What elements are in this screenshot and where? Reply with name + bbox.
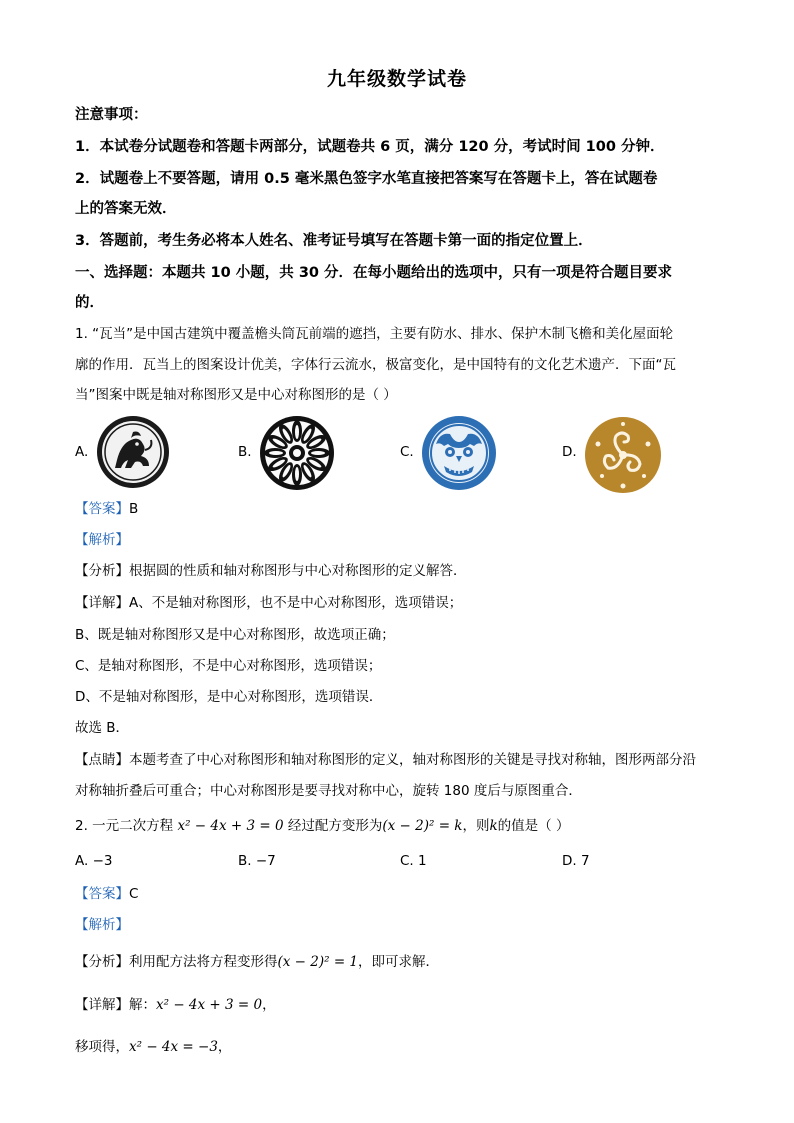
q2-stem — [75, 816, 725, 836]
q2-stem-text: ，则 — [462, 818, 490, 834]
q1-xiangjie-b: B、既是轴对称图形又是中心对称图形，故选项正确； — [75, 627, 395, 643]
xiangjie-tag: 【详解】 — [75, 997, 129, 1013]
tile-a-beast-icon — [95, 414, 171, 490]
fenxi-text: ，即可求解． — [358, 954, 440, 970]
tile-b-flower-icon — [258, 414, 336, 492]
q1-option-a[interactable] — [75, 414, 195, 494]
step-text: ， — [217, 1039, 232, 1055]
xiangjie-text: 解： — [129, 997, 156, 1013]
option-letter: A. — [75, 444, 89, 460]
note-1: 1．本试卷分试题卷和答题卡两部分，试题卷共 6 页，满分 120 分，考试时间 100 分钟． — [75, 139, 665, 155]
q2-option-d[interactable]: D. 7 — [562, 853, 590, 869]
q1-option-b[interactable] — [238, 414, 358, 494]
fenxi-text: 根据圆的性质和轴对称图形与中心对称图形的定义解答． — [129, 563, 467, 579]
q1-xiangjie-c: C、是轴对称图形，不是中心对称图形，选项错误； — [75, 658, 382, 674]
fenxi-tag: 【分析】 — [75, 954, 129, 970]
q1-analysis-tag: 【解析】 — [75, 532, 129, 548]
tile-c-mask-icon — [420, 414, 498, 492]
q2-analysis-tag: 【解析】 — [75, 917, 129, 933]
answer-tag: 【答案】 — [75, 501, 129, 517]
q2-answer — [75, 884, 725, 904]
q2-stem-text: 2. 一元二次方程 — [75, 818, 174, 834]
step-equation: x² − 4x = −3 — [129, 1039, 218, 1055]
xiangjie-equation: x² − 4x + 3 = 0 — [156, 997, 263, 1013]
q1-dianjing — [75, 750, 725, 770]
q1-dianjing-cont: 对称轴折叠后可重合；中心对称图形是要寻找对称中心，旋转 180 度后与原图重合． — [75, 783, 582, 799]
step-text: 移项得， — [75, 1039, 129, 1055]
q1-option-c[interactable] — [400, 414, 520, 494]
xiangjie-tag: 【详解】 — [75, 595, 129, 611]
option-letter: B. — [238, 444, 252, 460]
tile-d-cloud-icon — [582, 414, 664, 496]
q1-option-d[interactable] — [562, 414, 682, 494]
q2-xiangjie — [75, 995, 725, 1015]
section-heading-cont: 的． — [75, 295, 104, 311]
fenxi-equation: (x − 2)² = 1 — [277, 954, 359, 970]
xiangjie-text: ， — [262, 997, 276, 1013]
q1-answer — [75, 499, 725, 519]
note-3: 3．答题前，考生务必将本人姓名、准考证号填写在答题卡第一面的指定位置上． — [75, 233, 593, 249]
q2-option-a[interactable]: A. −3 — [75, 853, 113, 869]
q1-conclusion: 故选 B． — [75, 720, 130, 736]
q2-step1 — [75, 1037, 725, 1057]
option-letter: D. — [562, 444, 577, 460]
q2-options — [75, 853, 725, 877]
q2-fenxi — [75, 952, 725, 972]
answer-tag: 【答案】 — [75, 886, 129, 902]
notes-heading: 注意事项： — [75, 107, 148, 123]
q1-stem-line1: 1. “瓦当”是中国古建筑中覆盖檐头筒瓦前端的遮挡，主要有防水、排水、保护木制飞檐和美化屋面轮 — [75, 326, 674, 342]
q1-options — [75, 414, 725, 494]
q1-xiangjie-d: D、不是轴对称图形，是中心对称图形，选项错误． — [75, 689, 383, 705]
section-heading: 一、选择题：本题共 10 小题，共 30 分．在每小题给出的选项中，只有一项是符合题目要求 — [75, 265, 673, 281]
xiangjie-text: A、不是轴对称图形，也不是中心对称图形，选项错误； — [129, 595, 463, 611]
q2-option-b[interactable]: B. −7 — [238, 853, 276, 869]
q2-stem-text: 经过配方变形为 — [287, 818, 383, 834]
page-title: 九年级数学试卷 — [326, 68, 467, 90]
answer-value: C — [129, 886, 139, 902]
q2-equation: (x − 2)² = k — [382, 818, 463, 834]
dianjing-tag: 【点睛】 — [75, 752, 129, 768]
q2-option-c[interactable]: C. 1 — [400, 853, 427, 869]
note-2: 2．试题卷上不要答题，请用 0.5 毫米黑色签字水笔直接把答案写在答题卡上，答在试题卷 — [75, 171, 658, 187]
q1-stem-line2: 廓的作用．瓦当上的图案设计优美，字体行云流水，极富变化，是中国特有的文化艺术遗产．下面“瓦 — [75, 357, 676, 373]
q2-equation: x² − 4x + 3 = 0 — [177, 818, 284, 834]
answer-value: B — [129, 501, 139, 517]
q2-variable: k — [489, 818, 498, 834]
note-2-cont: 上的答案无效． — [75, 201, 177, 217]
q1-fenxi — [75, 561, 725, 581]
option-letter: C. — [400, 444, 414, 460]
fenxi-tag: 【分析】 — [75, 563, 129, 579]
q2-stem-text: 的值是（ ） — [497, 818, 570, 834]
q1-xiangjie-a — [75, 593, 725, 613]
fenxi-text: 利用配方法将方程变形得 — [129, 954, 278, 970]
dianjing-text: 本题考查了中心对称图形和轴对称图形的定义，轴对称图形的关键是寻找对称轴，图形两部分沿 — [129, 752, 696, 768]
q1-stem-line3: 当”图案中既是轴对称图形又是中心对称图形的是（ ） — [75, 387, 397, 403]
